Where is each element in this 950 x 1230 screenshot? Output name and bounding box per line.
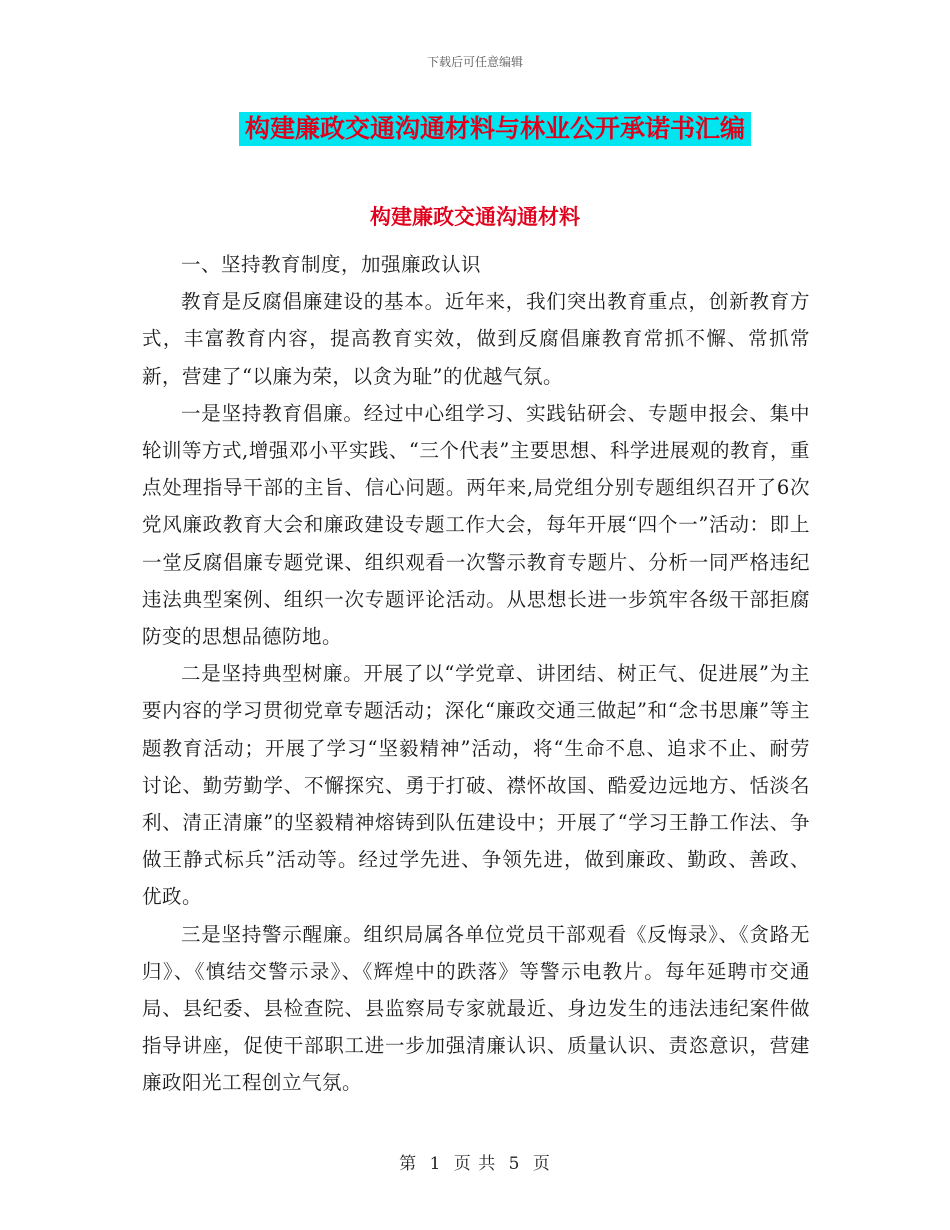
footer-suffix: 页 bbox=[532, 1154, 551, 1174]
footer-middle: 页 共 bbox=[453, 1154, 497, 1174]
body-paragraph: 教育是反腐倡廉建设的基本。近年来，我们突出教育重点，创新教育方式，丰富教育内容，提高教育实效，做到反腐倡廉教育常抓不懈、常抓常新，营建了“以廉为荣，以贪为耻”的优越气氛。 bbox=[142, 290, 810, 388]
page-header-note: 下载后可任意编辑 bbox=[426, 55, 523, 69]
body-paragraph: 二是坚持典型树廉。开展了以“学党章、讲团结、树正气、促进展”为主要内容的学习贯彻党章专题活动；深化“廉政交通三做起”和“念书思廉”等主题教育活动；开展了学习“坚毅精神”活动，将“生命不息、追求不止、耐劳讨论、勤劳勤学、不懈探究、勇于打破、襟怀故国、酷爱边远地方、恬淡名利、清正清廉”的坚毅精神熔铸到队伍建设中；开展了“学习王静工作法、争做王静式标兵”活动等。经过学先进、争领先进，做到廉政、勤政、善政、优政。 bbox=[142, 662, 810, 909]
main-title-container bbox=[0, 112, 950, 146]
section-title: 构建廉政交通沟通材料 bbox=[370, 205, 580, 229]
document-body bbox=[142, 246, 810, 1102]
main-title: 构建廉政交通沟通材料与林业公开承诺书汇编 bbox=[239, 112, 751, 146]
page-footer bbox=[0, 1149, 950, 1174]
footer-prefix: 第 bbox=[399, 1154, 418, 1174]
body-paragraph: 三是坚持警示醒廉。组织局属各单位党员干部观看《反悔录》、《贪路无归》、《慎结交警示录》、《辉煌中的跌落》等警示电教片。每年延聘市交通局、县纪委、县检查院、县监察局专家就最近、身边发生的违法违纪案件做指导讲座，促使干部职工进一步加强清廉认识、质量认识、责恣意识，营建廉政阳光工程创立气氛。 bbox=[142, 922, 810, 1095]
section-heading-1: 一、坚持教育制度，加强廉政认识 bbox=[181, 253, 482, 276]
body-paragraph: 一是坚持教育倡廉。经过中心组学习、实践钻研会、专题申报会、集中轮训等方式,增强邓小平实践、“三个代表”主要思想、科学进展观的教育，重点处理指导干部的主旨、信心问题。两年来,局党组分别专题组织召开了6次党风廉政教育大会和廉政建设专题工作大会，每年开展“四个一”活动：即上一堂反腐倡廉专题党课、组织观看一次警示教育专题片、分析一同严格违纪违法典型案例、组织一次专题评论活动。从思想长进一步筑牢各级干部拒腐防变的思想品德防地。 bbox=[142, 401, 810, 649]
footer-current-page: 1 bbox=[429, 1154, 442, 1174]
footer-total-pages: 5 bbox=[508, 1154, 521, 1174]
